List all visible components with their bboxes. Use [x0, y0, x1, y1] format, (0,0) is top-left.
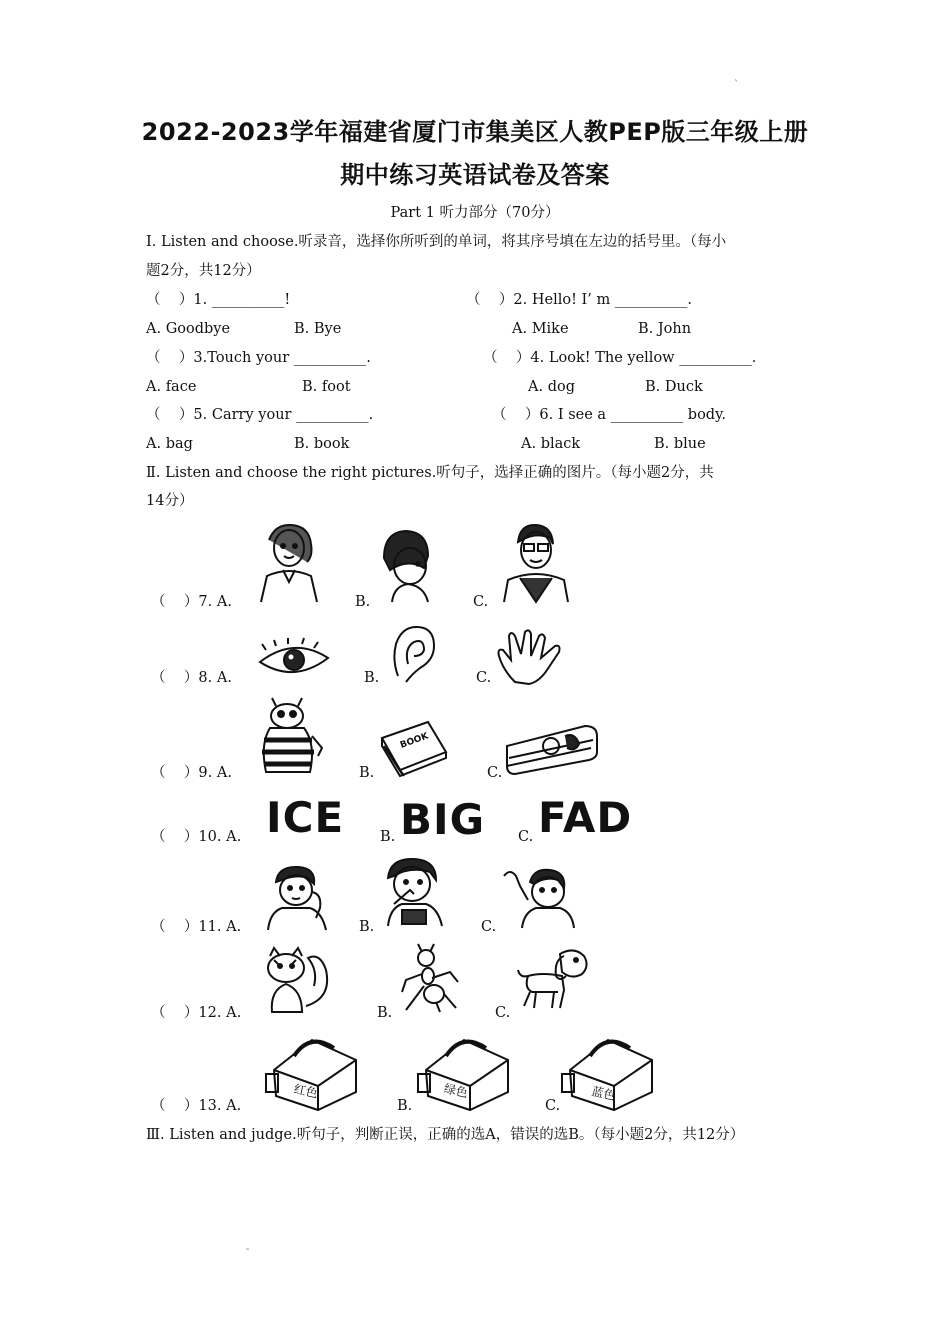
ant-picture [400, 942, 462, 1014]
question-9-option-c: C. [487, 765, 503, 781]
corner-mark-bottom: - [246, 1244, 250, 1255]
ear-picture [388, 624, 438, 684]
question-10-label: （ ）10. A. [151, 829, 242, 845]
bag-label-blue: 蓝色 [590, 1084, 617, 1103]
eye-picture [258, 640, 330, 680]
pencil-box-picture [503, 724, 601, 776]
question-11-option-b: B. [359, 919, 375, 935]
question-13-option-b: B. [397, 1098, 413, 1114]
backpack-picture [256, 696, 326, 778]
girl-picture [378, 528, 436, 604]
question-7-option-c: C. [473, 594, 489, 610]
question-12-option-c: C. [495, 1005, 511, 1021]
question-8-label: （ ）8. A. [151, 670, 232, 686]
question-11-label: （ ）11. A. [151, 919, 242, 935]
q6-option-b: B. blue [654, 436, 706, 452]
bag-label-red: 红色 [292, 1081, 320, 1101]
part-heading: Part 1 听力部分（70分） [390, 205, 560, 221]
question-9-option-b: B. [359, 765, 375, 781]
section1-instruction-cont: 题2分，共12分） [146, 263, 261, 279]
corner-mark-top: ` [734, 80, 739, 91]
q6-option-a: A. black [521, 436, 581, 452]
page-title-line1: 2022-2023学年福建省厦门市集美区人教PEP版三年级上册 [141, 118, 809, 146]
section3-instruction: Ⅲ. Listen and judge.听句子，判断正误，正确的选A，错误的选B。（每小题2分，共12分） [146, 1127, 745, 1143]
q3-option-b: B. foot [302, 379, 351, 395]
page-title-line2: 期中练习英语试卷及答案 [340, 161, 610, 189]
q5-option-b: B. book [294, 436, 350, 452]
q2-option-a: A. Mike [512, 321, 569, 337]
green-bag-picture [416, 1030, 516, 1112]
question-13-label: （ ）13. A. [151, 1098, 242, 1114]
boy-waving-picture [500, 866, 578, 930]
question-9-label: （ ）9. A. [151, 765, 232, 781]
question-8-option-c: C. [476, 670, 492, 686]
word-ice: ICE [266, 793, 345, 842]
question-2: （ ）2. Hello! I’ m __________. [466, 292, 692, 308]
hand-picture [495, 628, 577, 684]
squirrel-picture [262, 946, 332, 1016]
section1-instruction: Ⅰ. Listen and choose.听录音，选择你所听到的单词，将其序号填在左边的括号里。（每小 [146, 234, 727, 250]
question-5: （ ）5. Carry your __________. [146, 407, 374, 423]
book-label: BOOK [399, 731, 430, 751]
question-13-option-c: C. [545, 1098, 561, 1114]
boy-glasses-picture [498, 522, 572, 604]
question-7-option-b: B. [355, 594, 371, 610]
q2-option-b: B. John [638, 321, 692, 337]
boy-touching-ear-picture [262, 864, 334, 932]
dog-picture [514, 946, 590, 1012]
question-4: （ ）4. Look! The yellow __________. [483, 350, 757, 366]
question-3: （ ）3.Touch your __________. [146, 350, 371, 366]
word-big: BIG [400, 795, 486, 844]
question-6: （ ）6. I see a __________ body. [492, 407, 726, 423]
boy-touching-nose-picture [380, 856, 450, 928]
question-10-option-c: C. [518, 829, 534, 845]
q4-option-b: B. Duck [645, 379, 703, 395]
section2-instruction: Ⅱ. Listen and choose the right pictures.听句子，选择正确的图片。（每小题2分，共 [146, 465, 714, 481]
bag-label-green: 绿色 [442, 1081, 470, 1101]
q4-option-a: A. dog [528, 379, 575, 395]
question-8-option-b: B. [364, 670, 380, 686]
red-bag-picture [264, 1030, 364, 1112]
question-12-label: （ ）12. A. [151, 1005, 242, 1021]
woman-picture [255, 522, 323, 604]
section2-instruction-cont: 14分） [146, 493, 194, 509]
question-10-option-b: B. [380, 829, 396, 845]
book-picture [376, 718, 450, 776]
q3-option-a: A. face [146, 379, 197, 395]
question-1: （ ）1. __________! [146, 292, 291, 308]
blue-bag-picture [560, 1030, 660, 1112]
word-fad: FAD [538, 793, 633, 842]
question-12-option-b: B. [377, 1005, 393, 1021]
question-11-option-c: C. [481, 919, 497, 935]
q5-option-a: A. bag [146, 436, 193, 452]
q1-option-b: B. Bye [294, 321, 342, 337]
q1-option-a: A. Goodbye [146, 321, 231, 337]
question-7-label: （ ）7. A. [151, 594, 232, 610]
